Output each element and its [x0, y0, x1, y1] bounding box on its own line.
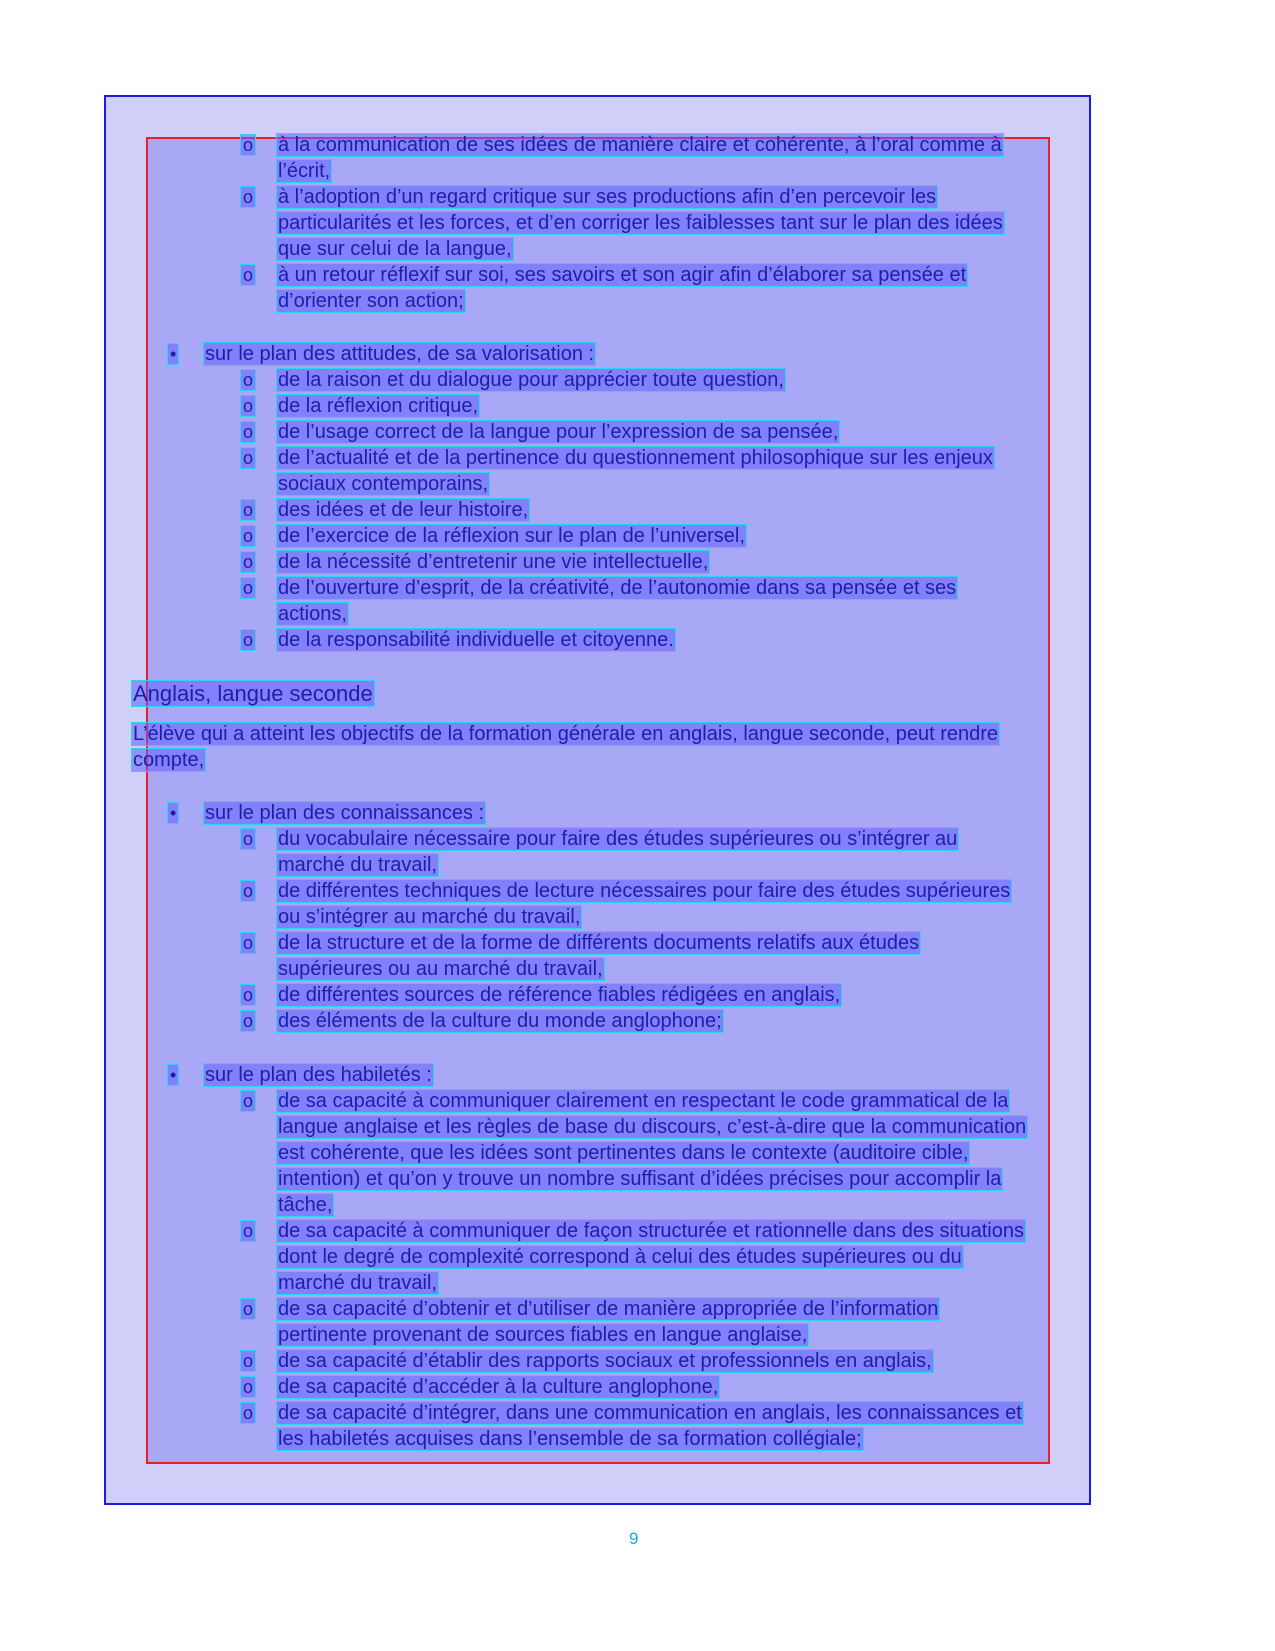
list-marker: o	[243, 1299, 254, 1319]
list-marker: o	[243, 396, 254, 416]
list-item-line: de sa capacité d’accéder à la culture anglophone,	[278, 1376, 719, 1398]
bullet-label: sur le plan des connaissances :	[205, 802, 485, 824]
list-marker: o	[243, 526, 254, 546]
bullet-marker: •	[170, 1065, 177, 1085]
list-item-line: à un retour réflexif sur soi, ses savoirs et son agir afin d’élaborer sa pensée et	[278, 264, 967, 286]
list-item-line: dont le degré de complexité correspond à celui des études supérieures ou du	[278, 1246, 962, 1268]
section-heading: Anglais, langue seconde	[133, 681, 373, 706]
list-item-line: des idées et de leur histoire,	[278, 499, 529, 521]
list-item-line: marché du travail,	[278, 854, 437, 876]
bullet-label: sur le plan des habiletés :	[205, 1064, 432, 1086]
list-item-line: de la structure et de la forme de différents documents relatifs aux études	[278, 932, 920, 954]
list-item-line: pertinente provenant de sources fiables en langue anglaise,	[278, 1324, 808, 1346]
list-item-line: des éléments de la culture du monde anglophone;	[278, 1010, 722, 1032]
list-marker: o	[243, 500, 254, 520]
list-marker: o	[243, 630, 254, 650]
bullet-marker: •	[170, 803, 177, 823]
list-marker: o	[243, 1377, 254, 1397]
list-marker: o	[243, 1011, 254, 1031]
list-marker: o	[243, 187, 254, 207]
list-item-line: de la responsabilité individuelle et citoyenne.	[278, 629, 674, 651]
bullet-marker: •	[170, 344, 177, 364]
list-item-line: de sa capacité d’intégrer, dans une communication en anglais, les connaissances et	[278, 1402, 1022, 1424]
list-marker: o	[243, 552, 254, 572]
list-marker: o	[243, 422, 254, 442]
list-item-line: à la communication de ses idées de manière claire et cohérente, à l’oral comme à	[278, 134, 1002, 156]
list-item-line: actions,	[278, 603, 347, 625]
list-item-line: de l’actualité et de la pertinence du questionnement philosophique sur les enjeux	[278, 447, 993, 469]
list-item-line: que sur celui de la langue,	[278, 238, 512, 260]
list-marker: o	[243, 1351, 254, 1371]
list-item-line: de l’ouverture d’esprit, de la créativité, de l’autonomie dans sa pensée et ses	[278, 577, 957, 599]
list-marker: o	[243, 1221, 254, 1241]
intro-paragraph-line: compte,	[133, 749, 205, 771]
list-marker: o	[243, 829, 254, 849]
list-item-line: intention) et qu’on y trouve un nombre suffisant d’idées précises pour accomplir la	[278, 1168, 1002, 1190]
list-item-line: particularités et les forces, et d’en corriger les faiblesses tant sur le plan des idées	[278, 212, 1003, 234]
list-marker: o	[243, 448, 254, 468]
list-marker: o	[243, 933, 254, 953]
list-marker: o	[243, 135, 254, 155]
list-item-line: de sa capacité à communiquer de façon structurée et rationnelle dans des situations	[278, 1220, 1024, 1242]
list-marker: o	[243, 881, 254, 901]
list-item-line: à l’adoption d’un regard critique sur ses productions afin d’en percevoir les	[278, 186, 937, 208]
list-marker: o	[243, 265, 254, 285]
list-item-line: d’orienter son action;	[278, 290, 464, 312]
list-item-line: de différentes techniques de lecture nécessaires pour faire des études supérieures	[278, 880, 1011, 902]
bullet-label: sur le plan des attitudes, de sa valorisation :	[205, 343, 595, 365]
list-item-line: de la nécessité d’entretenir une vie intellectuelle,	[278, 551, 709, 573]
list-item-line: sociaux contemporains,	[278, 473, 489, 495]
list-item-line: ou s’intégrer au marché du travail,	[278, 906, 581, 928]
list-item-line: supérieures ou au marché du travail,	[278, 958, 603, 980]
list-item-line: marché du travail,	[278, 1272, 437, 1294]
list-item-line: de la raison et du dialogue pour apprécier toute question,	[278, 369, 784, 391]
list-marker: o	[243, 370, 254, 390]
list-item-line: de sa capacité à communiquer clairement en respectant le code grammatical de la	[278, 1090, 1009, 1112]
list-marker: o	[243, 1403, 254, 1423]
list-item-line: les habiletés acquises dans l’ensemble de sa formation collégiale;	[278, 1428, 862, 1450]
list-item-line: est cohérente, que les idées sont pertinentes dans le contexte (auditoire cible,	[278, 1142, 969, 1164]
list-item-line: tâche,	[278, 1194, 333, 1216]
list-marker: o	[243, 1091, 254, 1111]
list-item-line: de sa capacité d’établir des rapports sociaux et professionnels en anglais,	[278, 1350, 932, 1372]
list-item-line: de l’exercice de la réflexion sur le plan de l’universel,	[278, 525, 745, 547]
list-item-line: de sa capacité d’obtenir et d’utiliser de manière appropriée de l’information	[278, 1298, 939, 1320]
list-item-line: langue anglaise et les règles de base du discours, c’est-à-dire que la communication	[278, 1116, 1027, 1138]
list-marker: o	[243, 985, 254, 1005]
list-item-line: de l’usage correct de la langue pour l’expression de sa pensée,	[278, 421, 839, 443]
list-marker: o	[243, 578, 254, 598]
list-item-line: de la réflexion critique,	[278, 395, 479, 417]
list-item-line: l’écrit,	[278, 160, 331, 182]
intro-paragraph-line: L’élève qui a atteint les objectifs de la formation générale en anglais, langue seconde, peut rendre	[133, 723, 999, 745]
list-item-line: du vocabulaire nécessaire pour faire des études supérieures ou s’intégrer au	[278, 828, 958, 850]
list-item-line: de différentes sources de référence fiables rédigées en anglais,	[278, 984, 841, 1006]
page-number: 9	[629, 1529, 639, 1548]
